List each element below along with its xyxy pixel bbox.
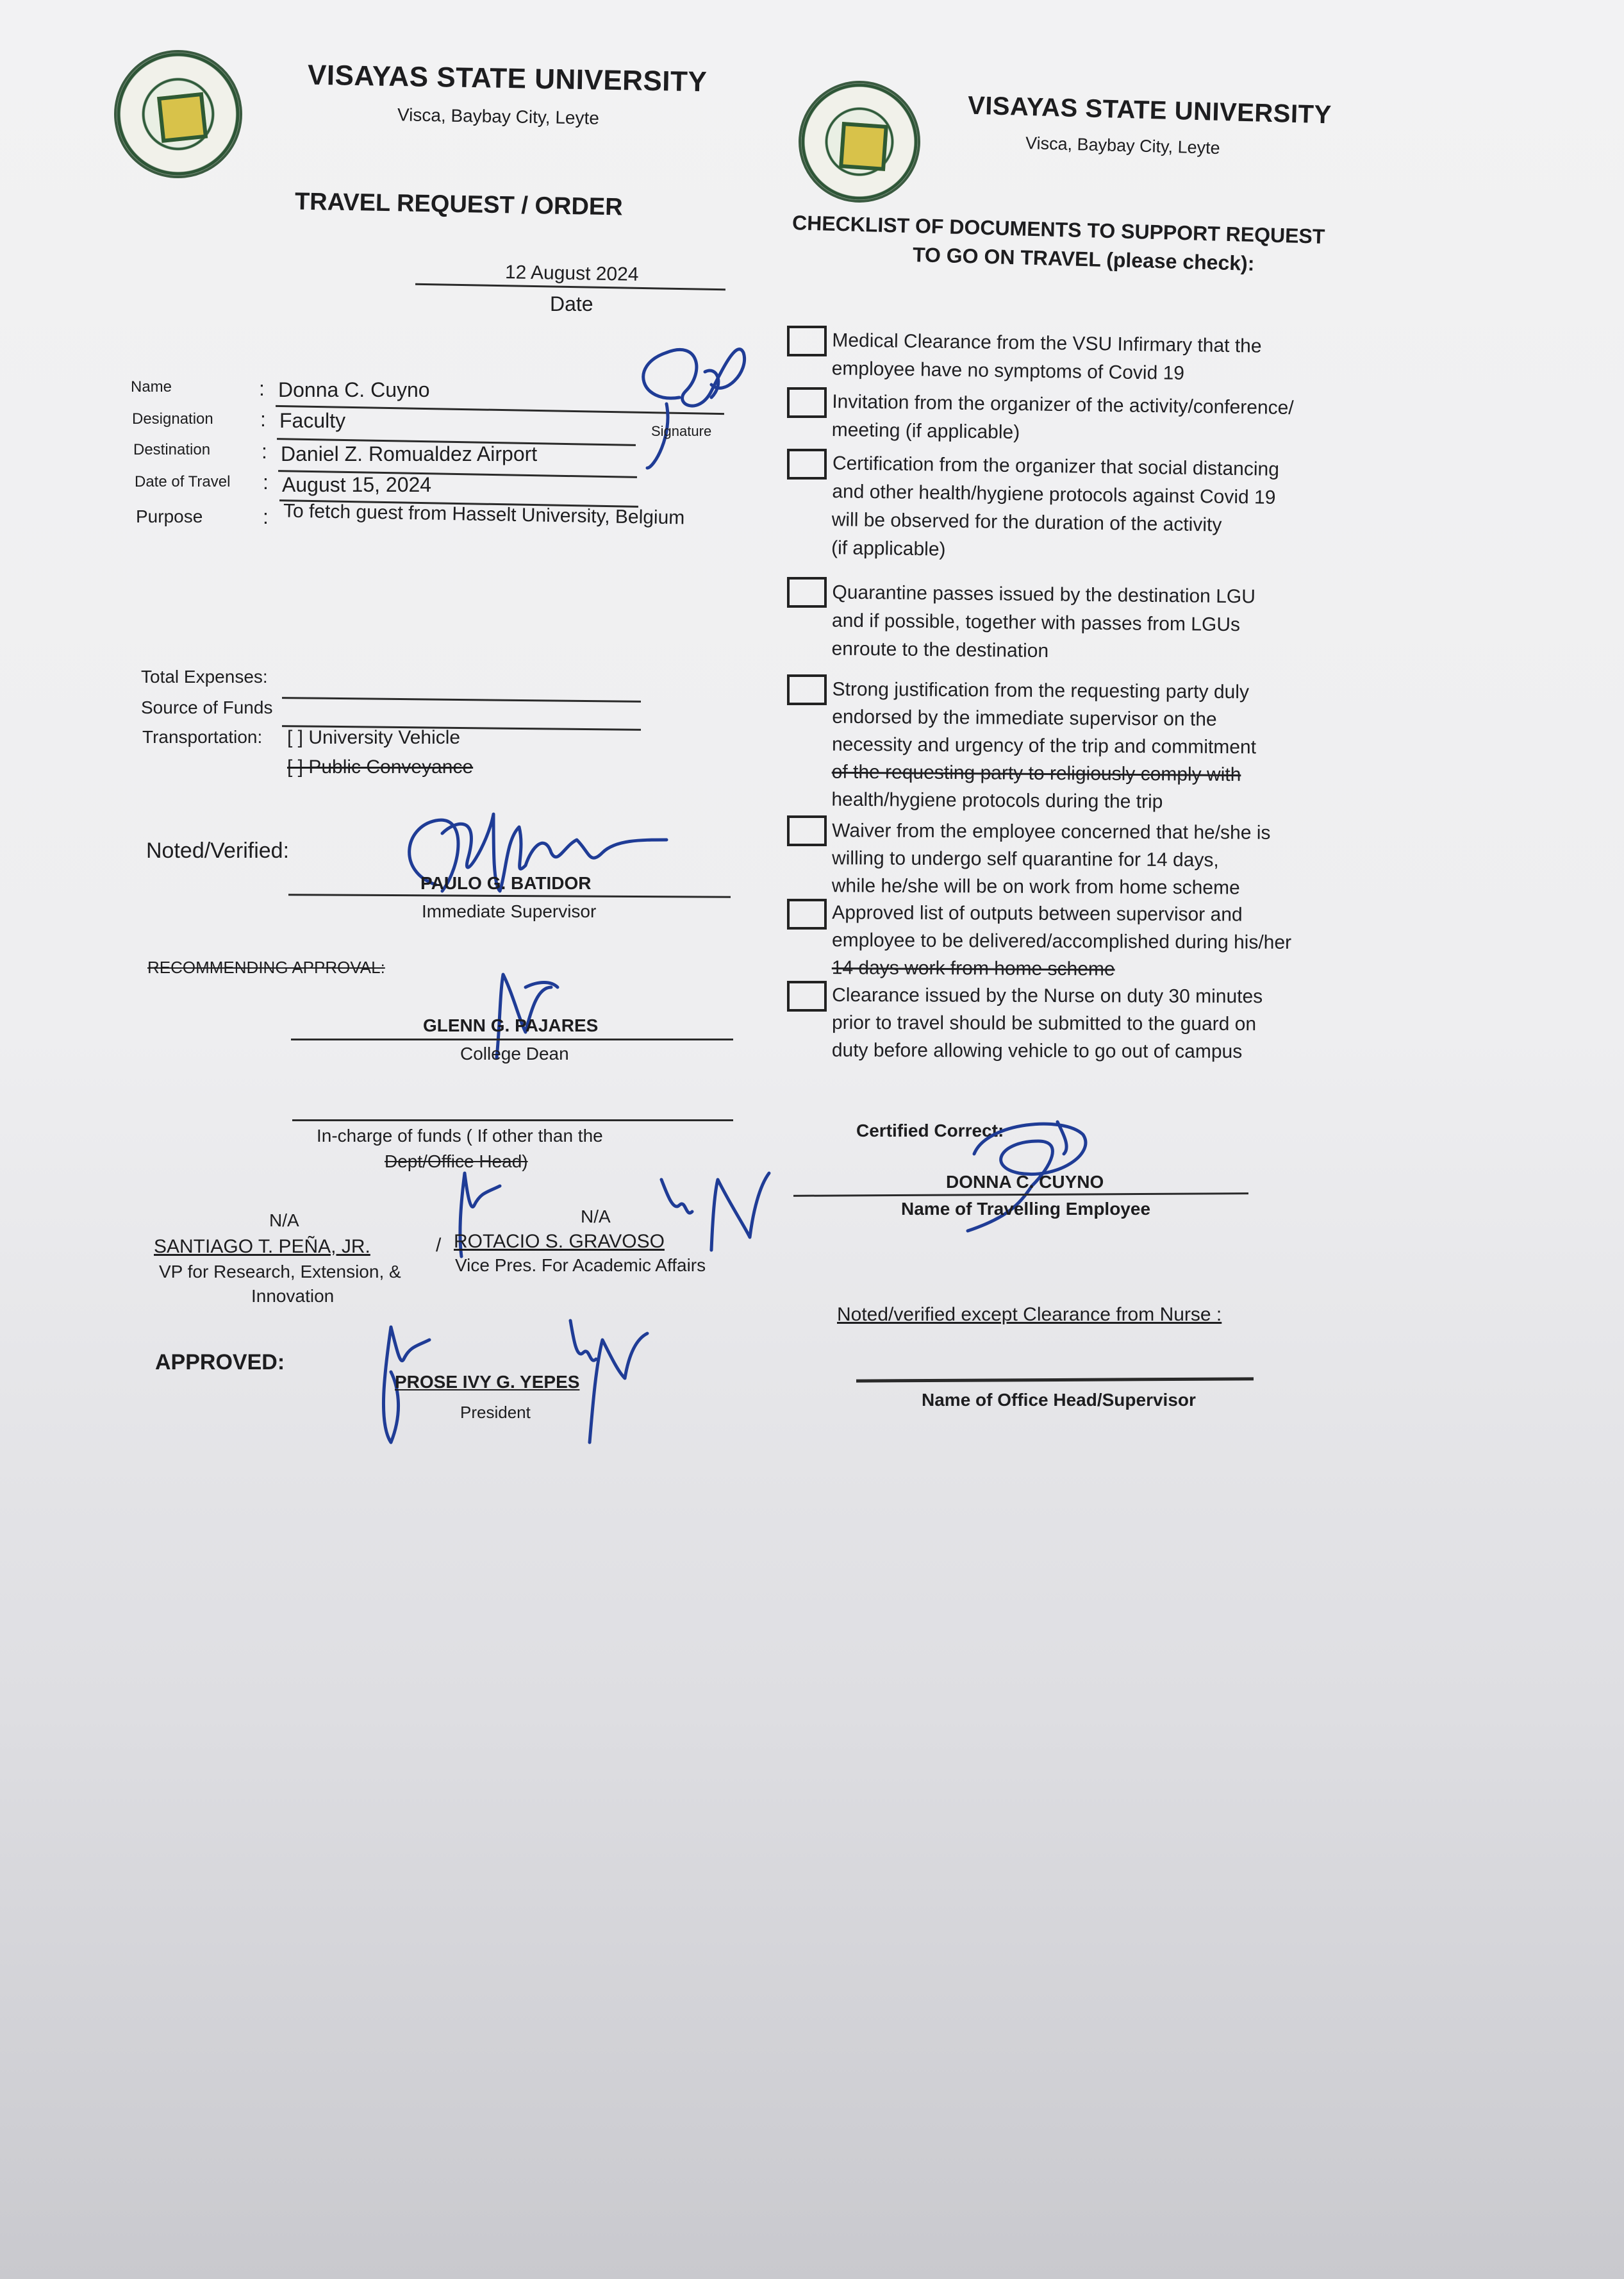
- purpose-value: To fetch guest from Hasselt University, Belgium: [283, 500, 685, 529]
- checklist-item-line: Approved list of outputs between supervisor and: [832, 902, 1243, 926]
- university-address: Visca, Baybay City, Leyte: [397, 104, 600, 128]
- president-name: PROSE IVY G. YEPES: [395, 1372, 580, 1392]
- slash: /: [436, 1235, 442, 1256]
- checklist-item-line: necessity and urgency of the trip and commitment: [831, 733, 1257, 758]
- date-value: 12 August 2024: [504, 262, 639, 285]
- checklist-item-line: duty before allowing vehicle to go out of campus: [831, 1039, 1243, 1063]
- checkbox-icon[interactable]: [787, 899, 827, 930]
- dean-name: GLENN G. PAJARES: [423, 1015, 599, 1035]
- university-name: VISAYAS STATE UNIVERSITY: [967, 91, 1332, 129]
- na-vp-research: N/A: [269, 1210, 299, 1230]
- dean-title: College Dean: [460, 1044, 569, 1064]
- university-address: Visca, Baybay City, Leyte: [1025, 133, 1221, 158]
- checklist-item: [832, 981, 1263, 1065]
- checklist-item-line: Waiver from the employee concerned that he/she is: [832, 820, 1271, 844]
- checkbox-icon[interactable]: [787, 449, 827, 480]
- requester-signature: [628, 327, 756, 474]
- checklist-item: [831, 388, 1294, 451]
- checklist-item-line: health/hygiene protocols during the trip: [831, 789, 1163, 813]
- checklist-item-line: Certification from the organizer that social distancing: [832, 453, 1280, 480]
- total-expenses-label: Total Expenses:: [141, 667, 268, 687]
- destination-value: Daniel Z. Romualdez Airport: [281, 442, 538, 465]
- checklist-item-line: Invitation from the organizer of the activity/conference/: [832, 390, 1294, 419]
- checkbox-icon[interactable]: [787, 674, 827, 705]
- vp-research-title-1: VP for Research, Extension, &: [159, 1262, 401, 1281]
- supervisor-title: Immediate Supervisor: [422, 901, 597, 921]
- checklist-item-line: meeting (if applicable): [831, 419, 1020, 444]
- incharge-label-1: In-charge of funds ( If other than the: [317, 1126, 603, 1146]
- checklist-item-line: employee have no symptoms of Covid 19: [831, 358, 1185, 385]
- vp-research-title-2: Innovation: [251, 1286, 335, 1306]
- incharge-label-2: Dept/Office Head): [385, 1151, 528, 1171]
- university-vehicle-option[interactable]: [ ] University Vehicle: [287, 727, 461, 748]
- checklist-item-line: of the requesting party to religiously comply with: [831, 761, 1241, 786]
- vp-academic-title: Vice Pres. For Academic Affairs: [455, 1255, 706, 1275]
- form-title: TRAVEL REQUEST / ORDER: [294, 188, 623, 221]
- employee-name: DONNA C. CUYNO: [946, 1172, 1104, 1192]
- checklist-item-line: prior to travel should be submitted to the guard on: [831, 1012, 1257, 1035]
- supervisor-name: PAULO G. BATIDOR: [420, 873, 592, 893]
- na-vp-academic: N/A: [581, 1206, 611, 1226]
- president-title: President: [460, 1403, 531, 1422]
- checklist-title-1: CHECKLIST OF DOCUMENTS TO SUPPORT REQUEST: [791, 211, 1325, 248]
- office-head-label: Name of Office Head/Supervisor: [922, 1390, 1196, 1410]
- checklist-item: [831, 579, 1255, 668]
- checklist-item-line: Clearance issued by the Nurse on duty 30 minutes: [832, 984, 1263, 1008]
- employee-label: Name of Travelling Employee: [901, 1199, 1151, 1219]
- colon: :: [263, 471, 269, 494]
- university-seal-icon: [795, 77, 925, 207]
- checklist-item-line: while he/she will be on work from home scheme: [831, 875, 1240, 899]
- name-label: Name: [131, 378, 172, 396]
- source-of-funds-label: Source of Funds: [141, 697, 273, 717]
- incharge-line: [292, 1119, 733, 1121]
- colon: :: [263, 505, 269, 528]
- office-head-line: [856, 1377, 1254, 1382]
- checkbox-icon[interactable]: [787, 981, 827, 1012]
- checklist-item-line: Quarantine passes issued by the destination LGU: [832, 581, 1256, 608]
- checkbox-icon[interactable]: [787, 326, 827, 356]
- purpose-label: Purpose: [136, 506, 203, 526]
- designation-label: Designation: [132, 410, 213, 428]
- noted-except-label: Noted/verified except Clearance from Nurse :: [837, 1304, 1222, 1325]
- dean-line: [291, 1039, 733, 1040]
- checklist-item-line: and if possible, together with passes from LGUs: [831, 610, 1241, 636]
- noted-verified-label: Noted/Verified:: [146, 839, 290, 863]
- checklist-item-line: Strong justification from the requesting party duly: [832, 678, 1250, 703]
- checklist-item: [832, 817, 1271, 902]
- checkbox-icon[interactable]: [787, 577, 827, 608]
- checklist-item-line: Medical Clearance from the VSU Infirmary that the: [832, 330, 1262, 357]
- signature-label: Signature: [651, 423, 712, 439]
- total-expenses-line: [282, 697, 641, 703]
- checkbox-icon[interactable]: [787, 387, 827, 418]
- destination-label: Destination: [133, 441, 211, 458]
- recommending-approval-label: RECOMMENDING APPROVAL:: [147, 958, 385, 977]
- checklist-item-line: enroute to the destination: [831, 638, 1049, 662]
- date-label: Date: [550, 292, 593, 315]
- checklist-item-line: endorsed by the immediate supervisor on the: [832, 706, 1217, 730]
- vp-research-name: SANTIAGO T. PEÑA, JR.: [154, 1236, 370, 1257]
- name-value: Donna C. Cuyno: [278, 378, 430, 401]
- date-of-travel-value: August 15, 2024: [282, 473, 432, 496]
- colon: :: [260, 408, 266, 431]
- checklist-item: [831, 449, 1279, 569]
- certified-correct-label: Certified Correct:: [856, 1121, 1004, 1140]
- vp-academic-signature: [654, 1167, 782, 1269]
- date-of-travel-label: Date of Travel: [135, 473, 231, 490]
- checklist-item-line: will be observed for the duration of the activity: [831, 509, 1222, 536]
- checklist-item-line: willing to undergo self quarantine for 14 days,: [831, 847, 1219, 871]
- checklist-item: [831, 676, 1256, 817]
- vp-academic-name: ROTACIO S. GRAVOSO: [454, 1231, 665, 1252]
- designation-value: Faculty: [279, 409, 346, 432]
- transportation-label: Transportation:: [142, 727, 263, 747]
- checklist-title-2: TO GO ON TRAVEL (please check):: [912, 243, 1255, 275]
- checkbox-icon[interactable]: [787, 815, 827, 846]
- checklist-item-line: and other health/hygiene protocols against Covid 19: [832, 481, 1276, 508]
- public-conveyance-option[interactable]: [ ] Public Conveyance: [287, 756, 474, 778]
- checklist-item-line: (if applicable): [831, 537, 946, 560]
- university-seal-icon: [108, 44, 249, 185]
- checklist-item-line: employee to be delivered/accomplished during his/her: [831, 930, 1292, 953]
- approved-label: APPROVED:: [155, 1350, 285, 1374]
- checklist-item: [831, 326, 1261, 388]
- checklist-item: [832, 899, 1292, 984]
- university-name: VISAYAS STATE UNIVERSITY: [307, 59, 708, 98]
- checklist-item-line: 14 days work from home scheme: [831, 957, 1115, 980]
- colon: :: [261, 440, 267, 463]
- colon: :: [259, 377, 265, 400]
